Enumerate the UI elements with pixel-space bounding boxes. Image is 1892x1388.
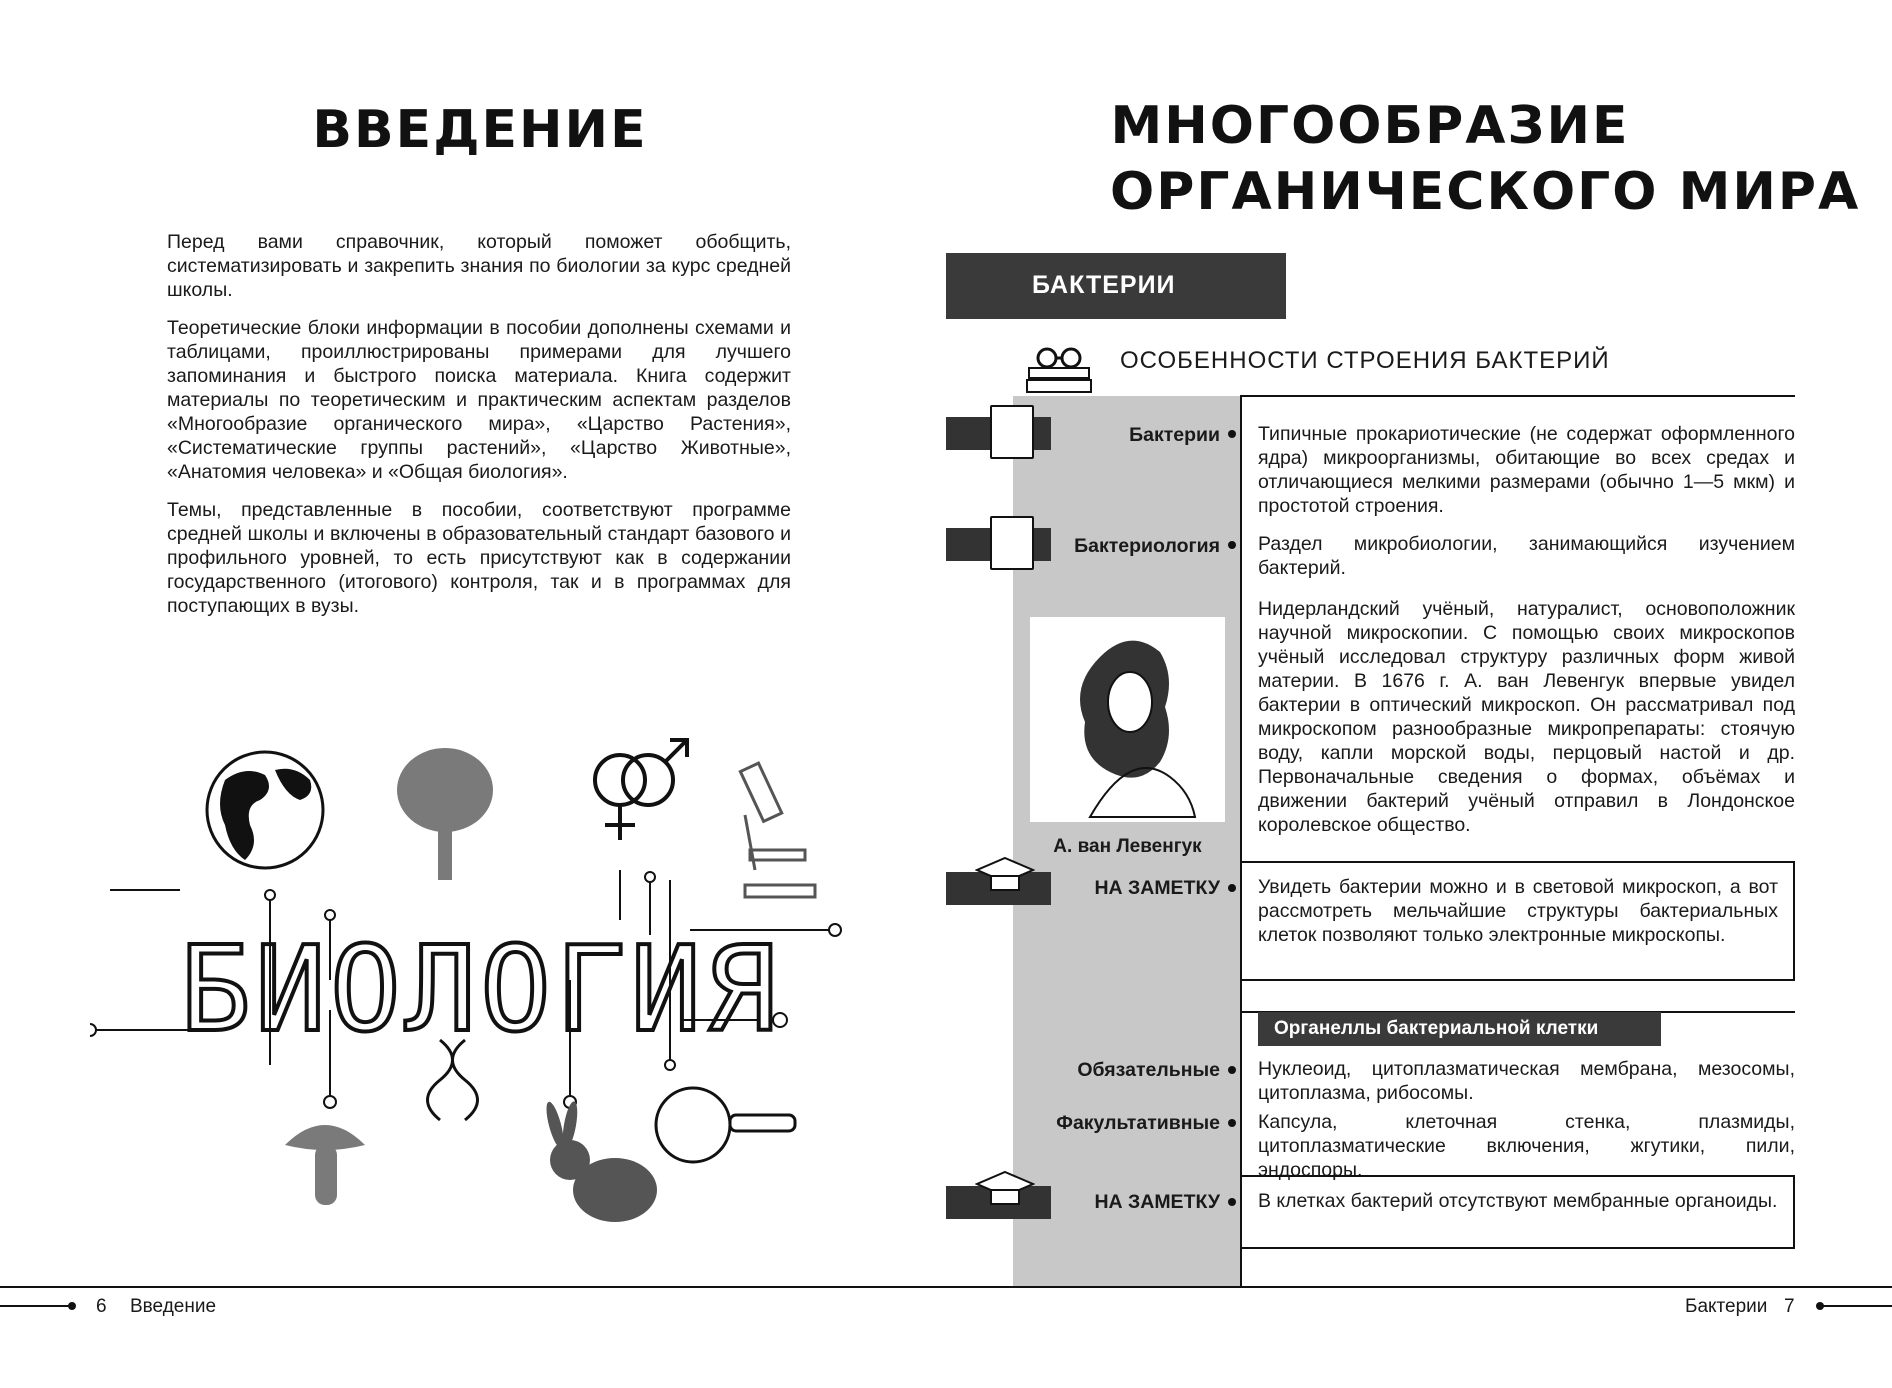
optional-term: Факультативные — [1056, 1112, 1220, 1134]
connector-dot — [1228, 541, 1236, 549]
mushroom-icon — [285, 1125, 365, 1205]
section-banner — [946, 253, 1286, 319]
intro-paragraph-1: Перед вами справочник, который поможет обобщить, систематизировать и закрепить знания по биологии за курс средней школы. — [167, 231, 791, 301]
mandatory-definition: Нуклеоид, цитоплазматическая мембрана, мезосомы, цитоплазма, рибосомы. — [1258, 1058, 1795, 1104]
globe-icon — [207, 752, 323, 868]
graduation-cap-icon — [975, 856, 1035, 896]
note2-text: В клетках бактерий отсутствуют мембранные органоиды. — [1258, 1190, 1778, 1212]
intro-paragraph-3: Темы, представленные в пособии, соответствуют программе средней школы и включены в образовательный стандарт базового и профильного уровней, то есть присутствуют как в содержании государственного (итогового) контроля, так и в программах для поступающих в вузы. — [167, 499, 791, 617]
bacteria-definition: Типичные прокариотические (не содержат оформленного ядра) микроорганизмы, обитающие во всех средах и отличающиеся мелкими размерами (обычно 1—5 мкм) и простотой строения. — [1258, 423, 1795, 517]
left-footer-section: Введение — [130, 1296, 217, 1317]
tree-icon — [397, 748, 493, 880]
portrait-caption: А. ван Левенгук — [1053, 836, 1202, 857]
connector-dot — [1228, 1119, 1236, 1127]
note1-label: НА ЗАМЕТКУ — [1094, 877, 1220, 899]
mandatory-term: Обязательные — [1077, 1059, 1220, 1081]
right-page-number: 7 — [1784, 1296, 1795, 1317]
note1-text: Увидеть бактерии можно и в световой микроскоп, а вот рассмотреть мельчайшие структуры бактериальных клеток позволяют только электронные микроскопы. — [1258, 876, 1778, 946]
graduation-cap-icon — [975, 1170, 1035, 1210]
magnifier-icon — [656, 1088, 795, 1162]
band-divider — [1240, 396, 1242, 1286]
connector-dot — [1228, 430, 1236, 438]
leeuwenhoek-portrait — [1030, 617, 1225, 822]
left-footer-dot — [68, 1302, 76, 1310]
book-icon — [990, 516, 1034, 570]
book-icon — [990, 405, 1034, 459]
organelles-header-label: Органеллы бактериальной клетки — [1274, 1018, 1599, 1039]
connector-dot — [1228, 1066, 1236, 1074]
right-footer-line — [1820, 1305, 1892, 1307]
section-banner-label: БАКТЕРИИ — [1032, 271, 1176, 299]
book-glasses-icon — [1025, 340, 1095, 396]
optional-definition: Капсула, клеточная стенка, плазмиды, цитоплазматические включения, жгутики, пили, эндоспоры. — [1258, 1111, 1795, 1181]
microscope-icon — [740, 763, 815, 897]
bacteriology-term: Бактериология — [1074, 535, 1220, 557]
intro-text — [167, 230, 791, 632]
right-page-title-line2: ОРГАНИЧЕСКОГО МИРА — [1110, 162, 1861, 222]
connector-dot — [1228, 1198, 1236, 1206]
left-footer-line — [0, 1305, 72, 1307]
bacteriology-definition: Раздел микробиологии, занимающийся изучением бактерий. — [1258, 533, 1795, 579]
rabbit-icon — [543, 1100, 657, 1222]
organelles-header — [1258, 1012, 1661, 1046]
connector-dot — [1228, 884, 1236, 892]
right-page-title-line1: МНОГООБРАЗИЕ — [1110, 96, 1630, 156]
top-rule — [1240, 395, 1795, 397]
subsection-title: ОСОБЕННОСТИ СТРОЕНИЯ БАКТЕРИЙ — [1120, 347, 1610, 374]
note2-label: НА ЗАМЕТКУ — [1094, 1191, 1220, 1213]
biology-word: БИОЛОГИЯ — [179, 920, 781, 1058]
left-page-title: ВВЕДЕНИЕ — [312, 100, 648, 160]
page-bottom-rule — [0, 1286, 1892, 1288]
gender-symbols-icon — [595, 740, 687, 840]
leeuwenhoek-text: Нидерландский учёный, натуралист, основоположник научной микроскопии. С помощью своих микроскопов учёный исследовал структуру различных форм живой материи. В 1676 г. А. ван Левенгук впервые увидел бактерии в оптический микроскоп. Он рассматривал под микроскопом разнообразные микропрепараты: стоячую воду, капли морской воды, перцовый настой и др. Первоначальные сведения о формах, объёмах и движении бактерий учёный отправил в Лондонское королевское общество. — [1258, 598, 1795, 836]
portrait-icon — [1030, 617, 1225, 822]
intro-paragraph-2: Теоретические блоки информации в пособии дополнены схемами и таблицами, проиллюстрированы примерами для лучшего запоминания и быстрого поиска материала. Книга содержит материалы по теоретическим и практическим аспектам разделов «Многообразие органического мира», «Царство Растения», «Систематические группы растений», «Царство Животные», «Анатомия человека» и «Общая биология». — [167, 317, 791, 483]
bacteria-term: Бактерии — [1129, 424, 1220, 446]
biology-illustration — [90, 720, 870, 1240]
left-page-number: 6 — [96, 1296, 107, 1317]
right-footer-section: Бактерии — [1685, 1296, 1768, 1317]
